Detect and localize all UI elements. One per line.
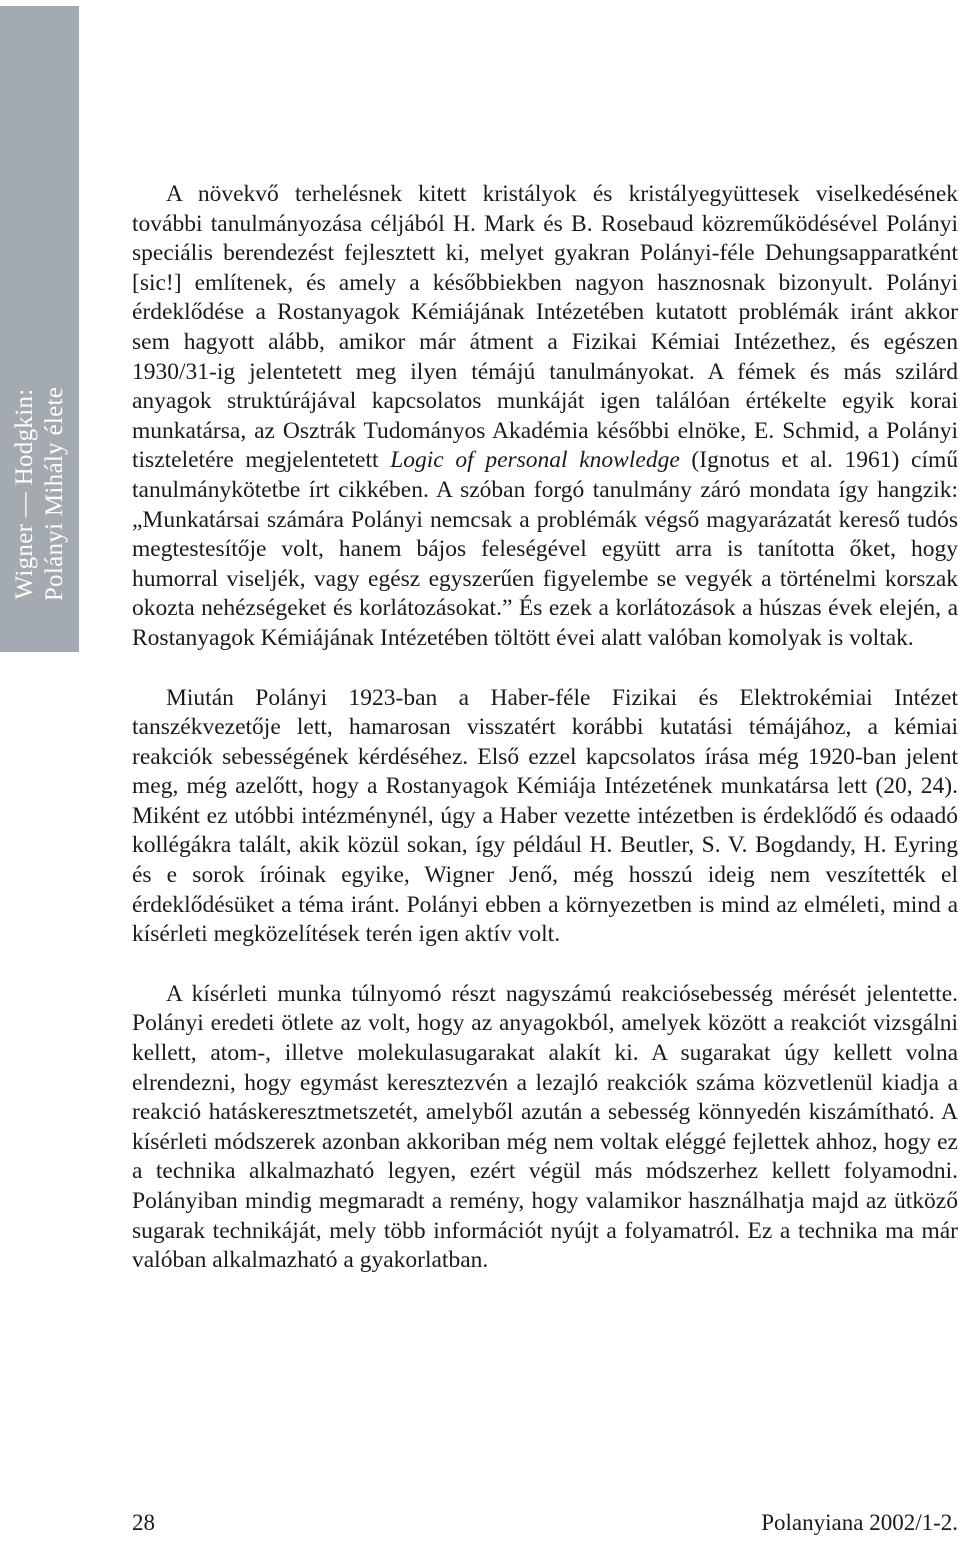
running-title-subject: Polányi Mihály élete [41, 386, 68, 602]
running-title-authors: Wigner — Hodgkin: [11, 388, 38, 600]
paragraph-1-text-start: A növekvő terhelésnek kitett kristályok és kristályegyüttesek viselkedésének további tanulmányozása céljából H. Mark és B. Rosebaud közreműködésével Polányi speciális berendezést fejlesztett ki, melyet gyakran Polányi-féle Dehungsapparatként [sic!] említenek, és amely a későbbiekben nagyon hasznosnak bizonyult. Polányi érdeklődése a Rostanyagok Kémiájának Intézetében kutatott problémák iránt akkor sem hagyott alább, amikor már átment a Fizikai Kémiai Intézethez, és egészen 1930/31-ig jelentetett meg ilyen témájú tanulmányokat. A fémek és más szilárd anyagok struktúrájával kapcsolatos munkáját igen találóan értékelte egyik korai munkatársa, az Osztrák Tudományos Akadémia későbbi elnöke, E. Schmid, a Polányi tiszteletére megjelentetett [132, 181, 958, 474]
page-number: 28 [132, 1510, 155, 1535]
article-body [132, 180, 958, 1276]
running-title [10, 387, 70, 601]
paragraph-1 [132, 180, 958, 654]
paragraph-2: Miután Polányi 1923-ban a Haber-féle Fizikai és Elektrokémiai Intézet tanszékvezetője lett, hamarosan visszatért korábbi kutatási témájához, a kémiai reakciók sebességének kérdéséhez. Első ezzel kapcsolatos írása még 1920-ban jelent meg, még azelőtt, hogy a Rostanyagok Kémiája Intézetének munkatársa lett (20, 24). Miként ez utóbbi intézménynél, úgy a Haber vezette intézetben is érdeklődő és odaadó kollégákra talált, akik közül sokan, így például H. Beutler, S. V. Bogdandy, H. Eyring és e sorok íróinak egyike, Wigner Jenő, még hosszú ideig nem veszítették el érdeklődésüket a téma iránt. Polányi ebben a környezetben is mind az elméleti, mind a kísérleti megközelítések terén igen aktív volt. [132, 684, 958, 948]
side-tab [0, 6, 79, 652]
book-title-italic: Logic of personal knowledge [390, 447, 680, 474]
paragraph-1-text-end: (Ignotus et al. 1961) című tanulmánykötetbe írt cikkében. A szóban forgó tanulmány záró mondata így hangzik: „Munkatársai számára Polányi nemcsak a problémák végső magyarázatát kereső tudós megtestesítője volt, hanem bájos feleségével együtt arra is tanította őket, hogy humorral viseljék, vagy egész egyszerűen figyelembe se vegyék a történelmi korszak okozta nehézségeket és korlátozásokat.” És ezek a korlátozások a húszas évek elején, a Rostanyagok Kémiájának Intézetében töltött évei alatt valóban komolyak is voltak. [132, 447, 958, 651]
paragraph-3: A kísérleti munka túlnyomó részt nagyszámú reakciósebesség mérését jelentette. Polányi eredeti ötlete az volt, hogy az anyagokból, amelyek között a reakciót vizsgálni kellett, atom-, illetve molekulasugarakat alakít ki. A sugarakat úgy kellett volna elrendezni, hogy egymást keresztezvén a lezajló reakciók száma közvetlenül kiadja a reakció hatáskeresztmetszetét, amelyből azután a sebesség könnyedén kiszámítható. A kísérleti módszerek azonban akkoriban még nem voltak eléggé fejlettek ahhoz, hogy ez a technika alkalmazható legyen, ezért végül más módszerhez kellett folyamodni. Polányiban mindig megmaradt a remény, hogy valamikor használhatja majd az ütköző sugarak technikáját, mely több információt nyújt a folyamatról. Ez a technika ma már valóban alkalmazható a gyakorlatban. [132, 980, 958, 1274]
journal-reference: Polanyiana 2002/1-2. [761, 1510, 958, 1535]
